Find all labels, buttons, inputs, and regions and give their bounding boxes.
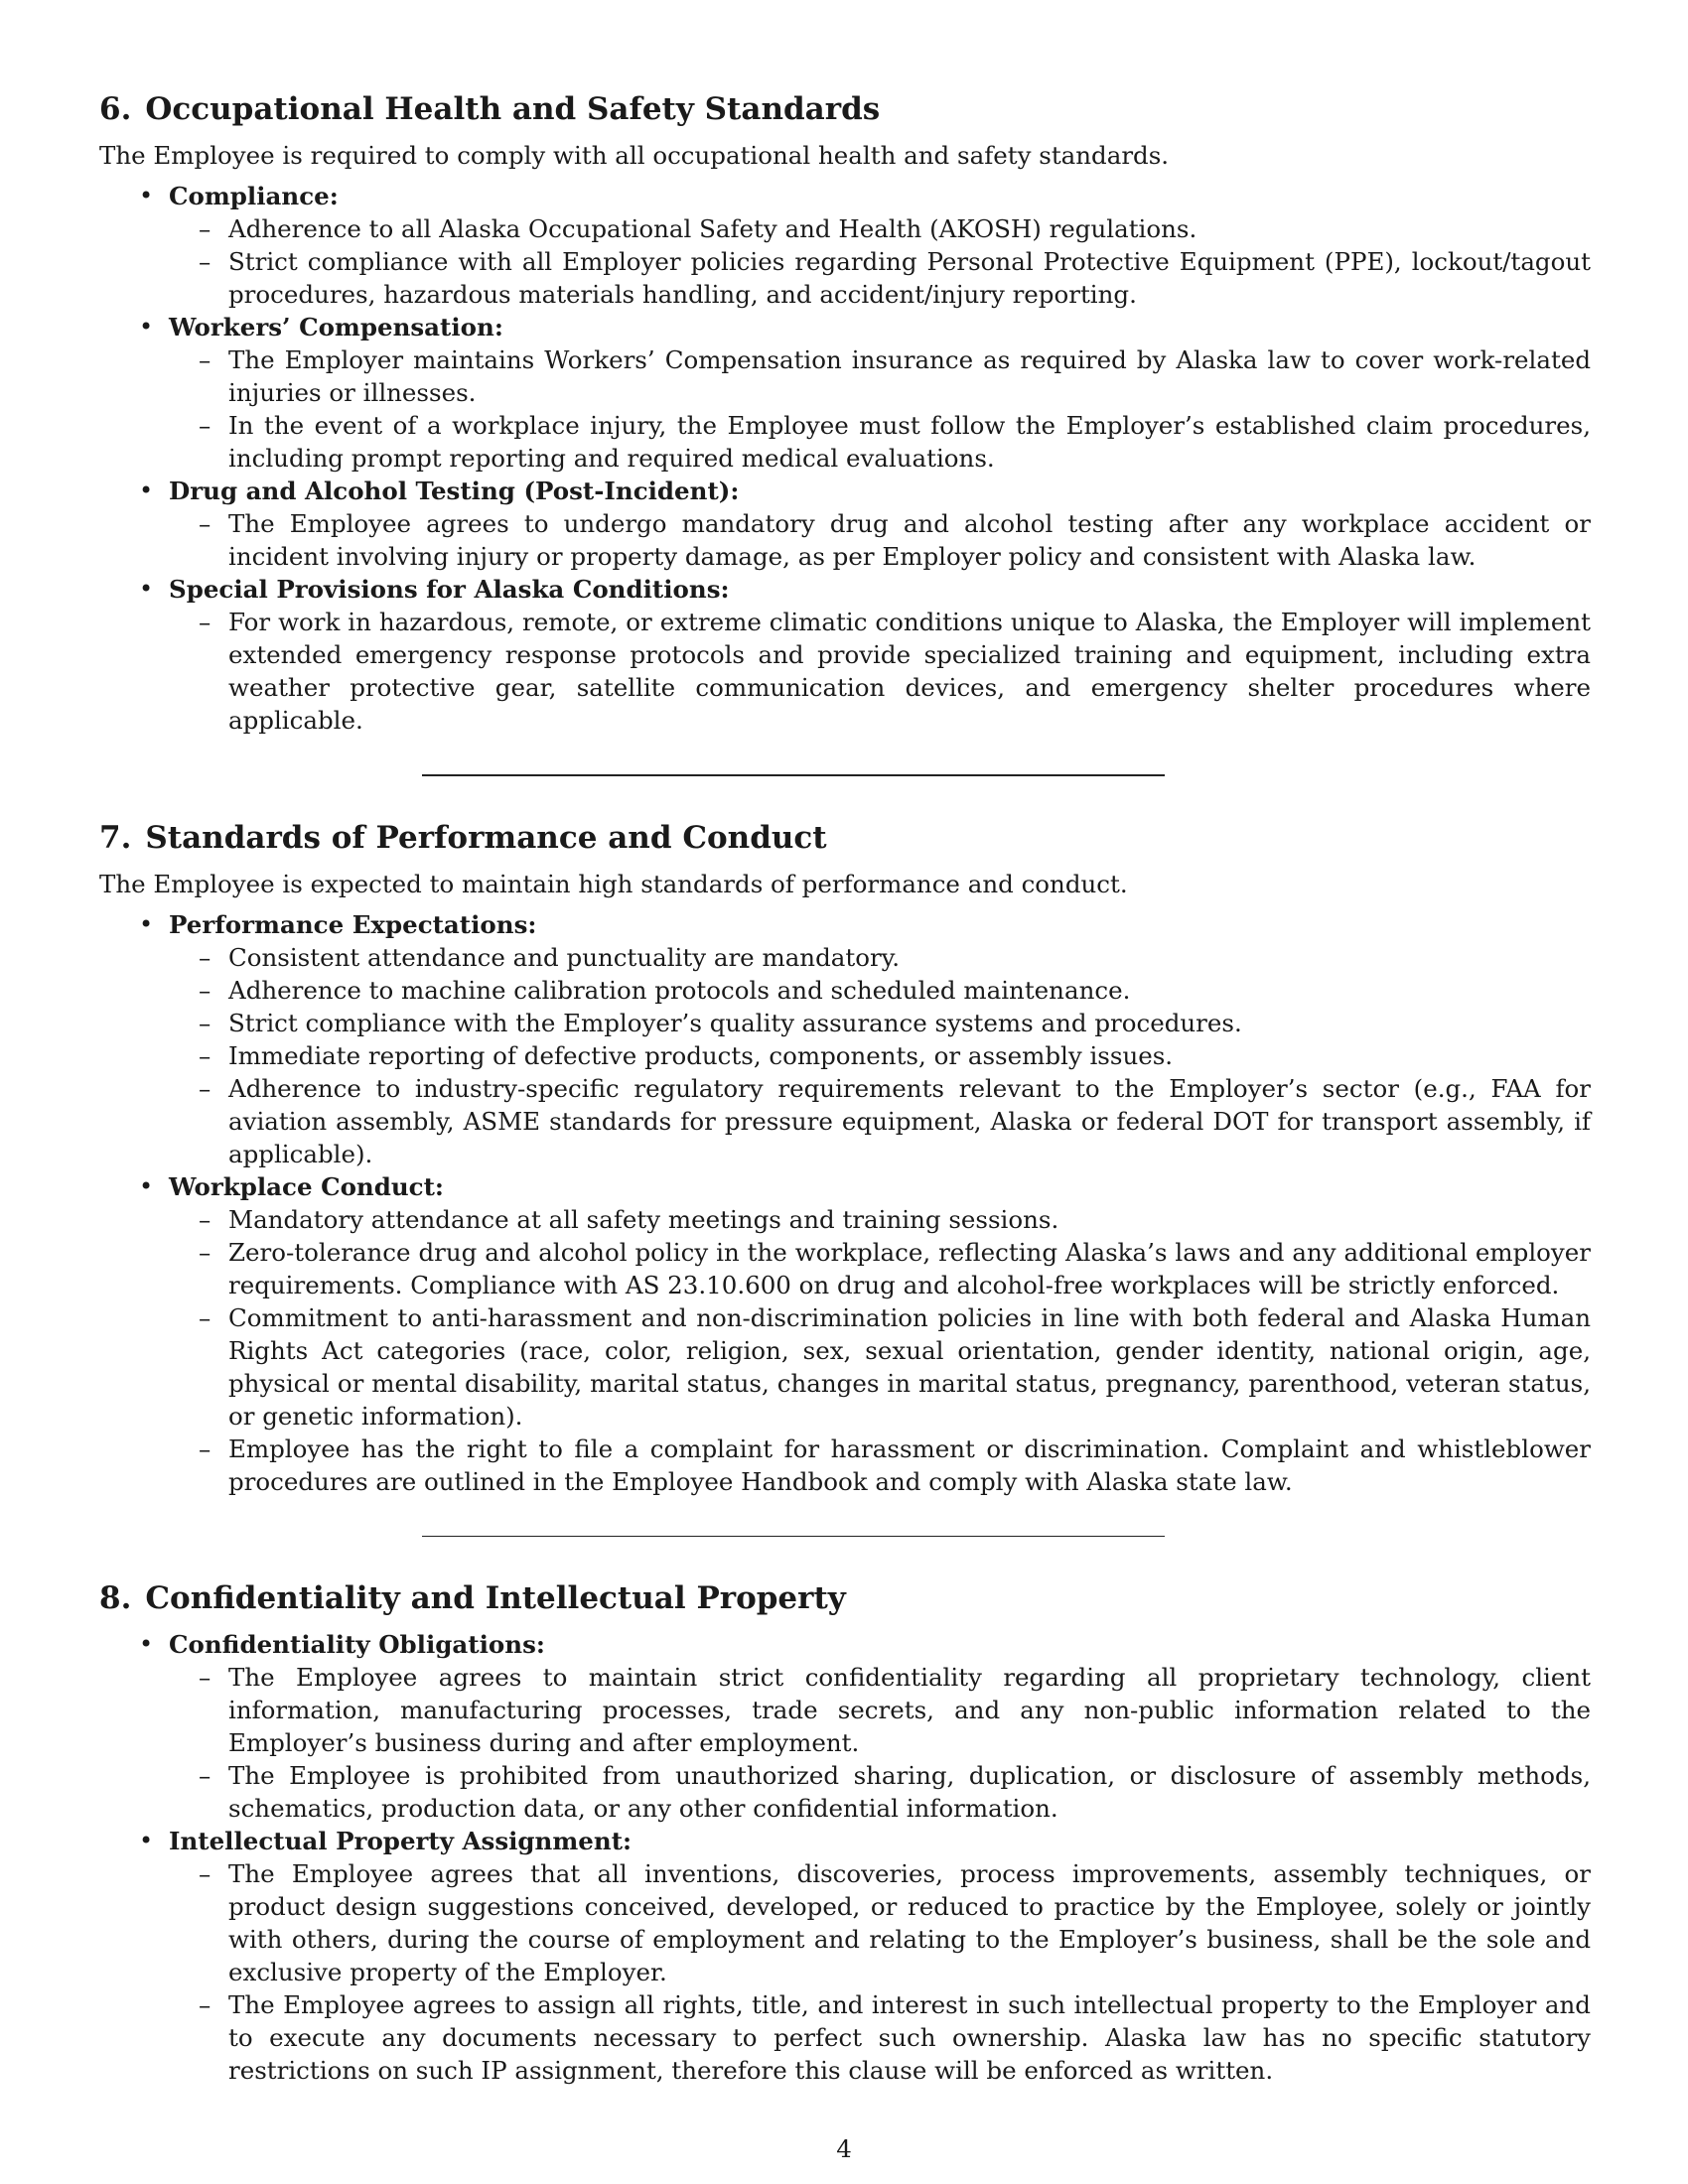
document-page (99, 89, 1591, 2087)
page-number: 4 (836, 2134, 852, 2163)
section-6 (99, 89, 1591, 737)
bullet-label: • Performance Expectations: (169, 910, 537, 939)
bullet-item (169, 311, 1591, 475)
section-heading (99, 89, 1591, 129)
section-intro: The Employee is expected to maintain high standards of performance and conduct. (99, 870, 1128, 898)
sub-list (169, 343, 1591, 475)
sub-list (169, 1661, 1591, 1825)
bullet-list (99, 1628, 1591, 2087)
sub-item: – The Employee agrees to undergo mandatory drug and alcohol testing after any workplace accident or incident involving injury or property damage, as per Employer policy and consistent with Alaska law. (228, 507, 1591, 573)
sub-item: – The Employer maintains Workers’ Compensation insurance as required by Alaska law to cover work-related injuries or illnesses. (228, 343, 1591, 409)
sub-item: – Adherence to machine calibration protocols and scheduled maintenance. (228, 974, 1591, 1007)
bullet-label: • Drug and Alcohol Testing (Post-Incident): (169, 477, 740, 505)
bullet-item (169, 475, 1591, 573)
sub-item: – Strict compliance with all Employer policies regarding Personal Protective Equipment (PPE), lockout/tagout procedures, hazardous materials handling, and accident/injury reporting. (228, 245, 1591, 311)
sub-list (169, 1857, 1591, 2087)
section-7 (99, 818, 1591, 1498)
sub-item: – Employee has the right to file a complaint for harassment or discrimination. Complaint and whistleblower procedures are outlined in the Employee Handbook and comply with Alaska state law. (228, 1433, 1591, 1498)
sub-item: – The Employee agrees to assign all rights, title, and interest in such intellectual property to the Employer and to execute any documents necessary to perfect such ownership. Alaska law has no specific statutory restrictions on such IP assignment, therefore this clause will be enforced as written. (228, 1988, 1591, 2087)
bullet-list (99, 180, 1591, 737)
section-number: 7. (99, 820, 132, 856)
sub-item: – The Employee is prohibited from unauthorized sharing, duplication, or disclosure of assembly methods, schematics, production data, or any other confidential information. (228, 1759, 1591, 1825)
bullet-label: • Compliance: (169, 182, 339, 210)
sub-item: – Adherence to all Alaska Occupational Safety and Health (AKOSH) regulations. (228, 212, 1591, 245)
section-heading (99, 818, 1591, 858)
sub-item: – The Employee agrees to maintain strict confidentiality regarding all proprietary technology, client information, manufacturing processes, trade secrets, and any non-public information related to the Employer’s business during and after employment. (228, 1661, 1591, 1759)
bullet-label: • Workplace Conduct: (169, 1172, 444, 1201)
sub-list (169, 212, 1591, 311)
sub-item: – Commitment to anti-harassment and non-discrimination policies in line with both federal and Alaska Human Rights Act categories (race, color, religion, sex, sexual orientation, gender identity, national origin, age, physical or mental disability, marital status, changes in marital status, pregnancy, parenthood, veteran status, or genetic information). (228, 1301, 1591, 1433)
sub-list (169, 507, 1591, 573)
section-heading (99, 1578, 1591, 1618)
bullet-item (169, 1170, 1591, 1498)
sub-item: – Consistent attendance and punctuality are mandatory. (228, 941, 1591, 974)
bullet-list (99, 908, 1591, 1498)
sub-item: – In the event of a workplace injury, the Employee must follow the Employer’s established claim procedures, including prompt reporting and required medical evaluations. (228, 409, 1591, 475)
sub-item: – For work in hazardous, remote, or extreme climatic conditions unique to Alaska, the Employer will implement extended emergency response protocols and provide specialized training and equipment, including extra weather protective gear, satellite communication devices, and emergency shelter procedures where applicable. (228, 606, 1591, 737)
sub-item: – Strict compliance with the Employer’s quality assurance systems and procedures. (228, 1007, 1591, 1039)
section-title: Occupational Health and Safety Standards (145, 91, 881, 127)
section-divider (422, 774, 1165, 776)
sub-list (169, 941, 1591, 1170)
bullet-item (169, 573, 1591, 737)
section-title: Confidentiality and Intellectual Property (145, 1580, 846, 1616)
bullet-item (169, 908, 1591, 1170)
bullet-item (169, 1628, 1591, 1825)
section-intro: The Employee is required to comply with all occupational health and safety standards. (99, 141, 1170, 170)
bullet-label: • Intellectual Property Assignment: (169, 1827, 633, 1855)
sub-item: – Zero-tolerance drug and alcohol policy in the workplace, reflecting Alaska’s laws and any additional employer requirements. Compliance with AS 23.10.600 on drug and alcohol-free workplaces will be strictly enforced. (228, 1236, 1591, 1301)
bullet-item (169, 180, 1591, 311)
section-number: 8. (99, 1580, 132, 1616)
bullet-label: • Special Provisions for Alaska Conditions: (169, 575, 730, 604)
sub-item: – Adherence to industry-specific regulatory requirements relevant to the Employer’s sector (e.g., FAA for aviation assembly, ASME standards for pressure equipment, Alaska or federal DOT for transport assembly, if applicable). (228, 1072, 1591, 1170)
sub-list (169, 606, 1591, 737)
sub-list (169, 1203, 1591, 1498)
bullet-item (169, 1825, 1591, 2087)
section-8 (99, 1578, 1591, 2087)
sub-item: – The Employee agrees that all inventions, discoveries, process improvements, assembly techniques, or product design suggestions conceived, developed, or reduced to practice by the Employee, solely or jointly with others, during the course of employment and relating to the Employer’s business, shall be the sole and exclusive property of the Employer. (228, 1857, 1591, 1988)
bullet-label: • Workers’ Compensation: (169, 313, 503, 341)
sub-item: – Immediate reporting of defective products, components, or assembly issues. (228, 1039, 1591, 1072)
section-title: Standards of Performance and Conduct (145, 820, 827, 856)
sub-item: – Mandatory attendance at all safety meetings and training sessions. (228, 1203, 1591, 1236)
section-divider (422, 1536, 1165, 1537)
bullet-label: • Confidentiality Obligations: (169, 1630, 545, 1659)
section-number: 6. (99, 91, 132, 127)
